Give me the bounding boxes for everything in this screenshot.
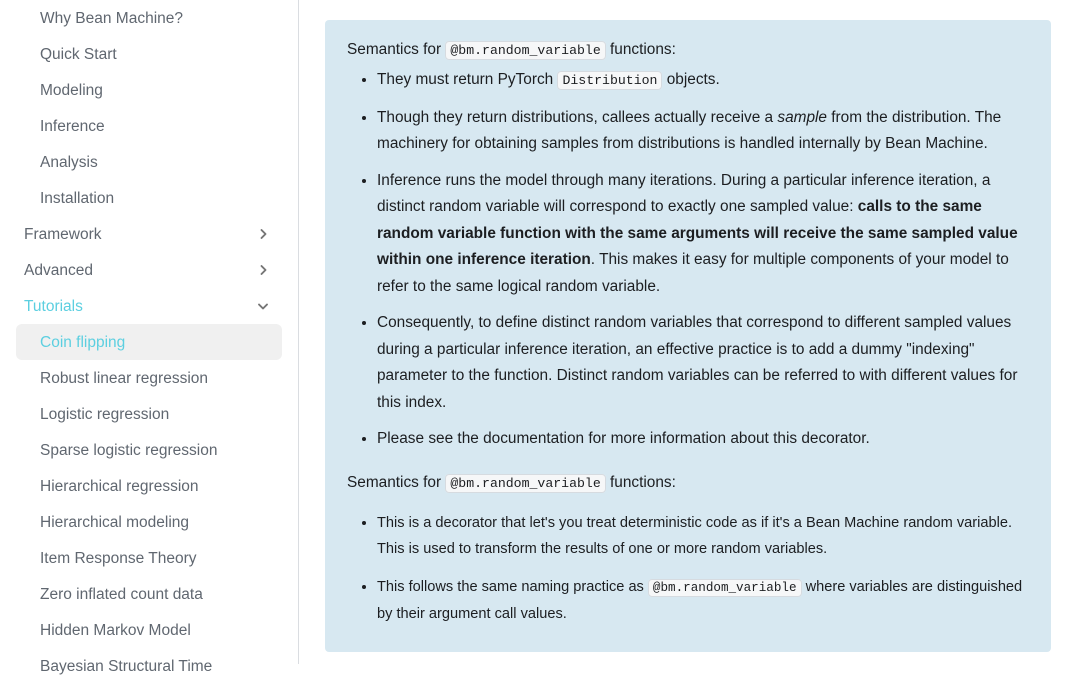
section1-lead-before: Semantics for [347,41,446,58]
sidebar-item-label: Hidden Markov Model [40,621,191,639]
sidebar-item-label: Modeling [40,81,103,99]
sidebar-navigation [0,0,299,675]
sidebar-item [0,612,298,648]
bullet-text: Inference runs the model through many iterations. During a particular inference iteration, a distinct random variable will correspond to exactly one sampled value: [377,171,991,215]
sidebar-item [0,108,298,144]
bullet-text: This is a decorator that let's you treat deterministic code as if it's a Bean Machine random variable. This is used to transform the results of one or more random variables. [377,514,1013,557]
section2-lead-before: Semantics for [347,473,446,491]
bullet-item [377,310,1029,416]
sidebar-item-hierarchical-modeling[interactable] [16,504,282,540]
bullet-item [377,67,1029,95]
sidebar-item-inference[interactable] [16,108,282,144]
sidebar-item-coin-flipping[interactable] [16,324,282,360]
sidebar-item [0,36,298,72]
sidebar-item-label: Coin flipping [40,333,126,351]
bullet-text: Consequently, to define distinct random variables that correspond to different sampled values during a particular inference iteration, an effective practice is to add a dummy "indexing" parameter to the function. Distinct random variables can be referred to with different values for this index. [377,314,1018,411]
sidebar-item-label: Item Response Theory [40,549,197,567]
inline-code-chip: Distribution [557,71,662,90]
sidebar-item-sparse-logistic-regression[interactable] [16,432,282,468]
sidebar-item [0,648,298,684]
section1-bullet-list [347,67,1029,453]
bullet-text: from the distribution. The machinery for obtaining samples from distributions is handled internally by Bean Machine. [377,108,1002,152]
emphasis-italic: sample [777,108,827,126]
sidebar-item-zero-inflated-count-data[interactable] [16,576,282,612]
bullet-text: This follows the same naming practice as [377,578,648,595]
bullet-text: . This makes it easy for multiple components of your model to refer to the same logical random variable. [377,251,1009,295]
bullet-item [377,168,1029,301]
sidebar-item-label: Hierarchical regression [40,477,199,495]
sidebar-item [0,504,298,540]
sidebar-item-label: Tutorials [24,297,83,315]
sidebar-item-analysis[interactable] [16,144,282,180]
sidebar-item-logistic-regression[interactable] [16,396,282,432]
emphasis-strong: calls to the same random variable function with the same arguments will receive the same sampled value within one inference iteration [377,198,1018,268]
sidebar-item-label: Why Bean Machine? [40,9,184,27]
sidebar-item [0,288,298,324]
sidebar-item-label: Quick Start [40,45,117,63]
inline-code-chip: @bm.random_variable [648,579,802,597]
sidebar-item-modeling[interactable] [16,72,282,108]
sidebar-item [0,468,298,504]
sidebar-item-label: Installation [40,189,115,207]
chevron-right-icon [256,263,270,277]
sidebar-item-label: Advanced [24,261,93,279]
bullet-item [377,574,1029,627]
section1-lead [347,38,1029,63]
section2-lead-after: functions: [605,473,676,491]
sidebar-item-why-bean-machine[interactable] [16,0,282,36]
sidebar-item [0,72,298,108]
sidebar-item-label: Framework [24,225,102,243]
sidebar-item-label: Analysis [40,153,98,171]
sidebar-item [0,576,298,612]
sidebar-item-advanced[interactable] [16,252,282,288]
sidebar-item-hidden-markov-model[interactable] [16,612,282,648]
sidebar-item-label: Inference [40,117,105,135]
sidebar-item [0,0,298,36]
bullet-item [377,510,1029,562]
section1-lead-after: functions: [605,41,676,58]
sidebar-item-item-response-theory[interactable] [16,540,282,576]
bullet-text: Please see the documentation for more information about this decorator. [377,430,870,447]
sidebar-nav-list [0,0,298,684]
bullet-text: They must return PyTorch [377,71,558,88]
sidebar-item [0,432,298,468]
sidebar-item-label: Bayesian Structural Time [40,657,213,675]
sidebar-item-quick-start[interactable] [16,36,282,72]
bullet-text: objects. [662,71,720,88]
sidebar-item-installation[interactable] [16,180,282,216]
sidebar-item [0,144,298,180]
main-content [299,0,1079,664]
chevron-down-icon [256,299,270,313]
sidebar-item [0,216,298,252]
info-admonition-panel [325,20,1051,652]
sidebar-item-label: Hierarchical modeling [40,513,190,531]
sidebar-item [0,540,298,576]
bullet-text: where variables are distinguished by their argument call values. [377,578,1023,622]
sidebar-item-label: Robust linear regression [40,369,209,387]
sidebar-item [0,252,298,288]
sidebar-item [0,324,298,360]
section2-lead-code: @bm.random_variable [445,474,605,493]
sidebar-item-label: Zero inflated count data [40,585,203,603]
bullet-item [377,105,1029,158]
sidebar-item-label: Logistic regression [40,405,170,423]
sidebar-item-robust-linear-regression[interactable] [16,360,282,396]
sidebar-item-bayesian-structural-time[interactable] [16,648,282,684]
section2-bullet-list [347,510,1029,627]
chevron-right-icon [256,227,270,241]
section1-lead-code: @bm.random_variable [445,41,605,60]
sidebar-item [0,396,298,432]
bullet-text: Though they return distributions, callees actually receive a [377,108,778,126]
sidebar-item [0,180,298,216]
sidebar-item-tutorials[interactable] [16,288,282,324]
sidebar-item [0,360,298,396]
bullet-item [377,426,1029,453]
sidebar-item-framework[interactable] [16,216,282,252]
sidebar-item-hierarchical-regression[interactable] [16,468,282,504]
sidebar-item-label: Sparse logistic regression [40,441,218,459]
section2-lead [347,471,1029,496]
